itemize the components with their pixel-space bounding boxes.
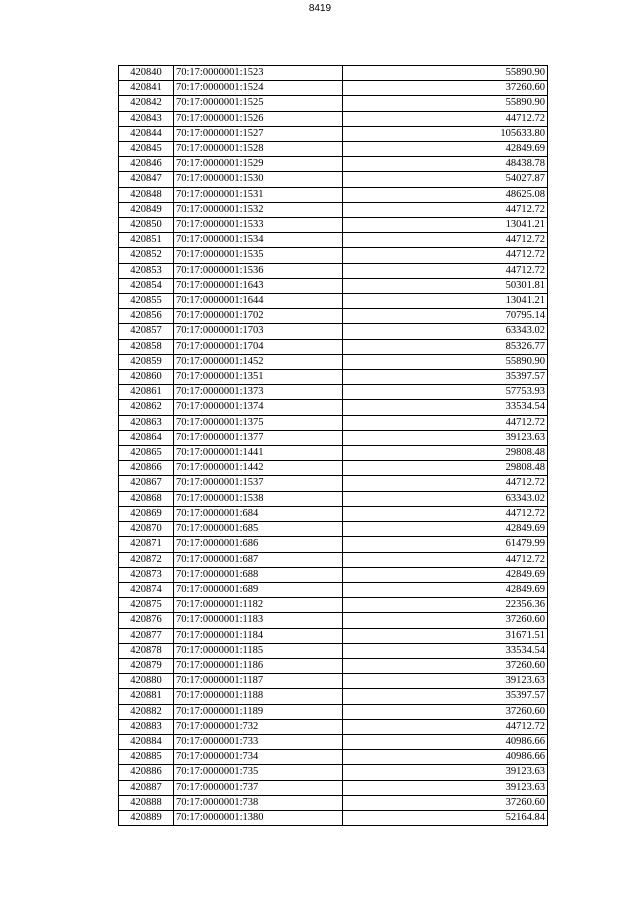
value-cell: 85326.77 bbox=[343, 339, 548, 354]
table-row bbox=[119, 248, 548, 263]
cadastral-number-cell: 70:17:0000001:685 bbox=[174, 522, 343, 537]
row-number-cell: 420855 bbox=[119, 294, 174, 309]
row-number-cell: 420885 bbox=[119, 750, 174, 765]
row-number-cell: 420878 bbox=[119, 643, 174, 658]
value-cell: 37260.60 bbox=[343, 613, 548, 628]
table-row bbox=[119, 415, 548, 430]
row-number-cell: 420881 bbox=[119, 689, 174, 704]
table-row bbox=[119, 278, 548, 293]
table-row bbox=[119, 750, 548, 765]
row-number-cell: 420883 bbox=[119, 719, 174, 734]
cadastral-number-cell: 70:17:0000001:1186 bbox=[174, 658, 343, 673]
cadastral-number-cell: 70:17:0000001:735 bbox=[174, 765, 343, 780]
row-number-cell: 420877 bbox=[119, 628, 174, 643]
table-row bbox=[119, 506, 548, 521]
value-cell: 44712.72 bbox=[343, 719, 548, 734]
value-cell: 44712.72 bbox=[343, 415, 548, 430]
value-cell: 37260.60 bbox=[343, 795, 548, 810]
value-cell: 44712.72 bbox=[343, 233, 548, 248]
value-cell: 44712.72 bbox=[343, 202, 548, 217]
value-cell: 44712.72 bbox=[343, 552, 548, 567]
value-cell: 44712.72 bbox=[343, 263, 548, 278]
row-number-cell: 420849 bbox=[119, 202, 174, 217]
row-number-cell: 420845 bbox=[119, 142, 174, 157]
cadastral-value-table bbox=[118, 65, 548, 826]
table-body bbox=[119, 66, 548, 826]
table-row bbox=[119, 446, 548, 461]
row-number-cell: 420880 bbox=[119, 674, 174, 689]
row-number-cell: 420868 bbox=[119, 491, 174, 506]
row-number-cell: 420867 bbox=[119, 476, 174, 491]
table-row bbox=[119, 552, 548, 567]
cadastral-number-cell: 70:17:0000001:1351 bbox=[174, 370, 343, 385]
cadastral-number-cell: 70:17:0000001:1377 bbox=[174, 430, 343, 445]
value-cell: 37260.60 bbox=[343, 704, 548, 719]
value-cell: 54027.87 bbox=[343, 172, 548, 187]
value-cell: 40986.66 bbox=[343, 734, 548, 749]
row-number-cell: 420859 bbox=[119, 354, 174, 369]
table-row bbox=[119, 628, 548, 643]
table-row bbox=[119, 810, 548, 825]
table-row bbox=[119, 81, 548, 96]
table-row bbox=[119, 461, 548, 476]
value-cell: 105633.80 bbox=[343, 126, 548, 141]
table-row bbox=[119, 795, 548, 810]
value-cell: 35397.57 bbox=[343, 689, 548, 704]
table-row bbox=[119, 613, 548, 628]
table-row bbox=[119, 491, 548, 506]
table-row bbox=[119, 734, 548, 749]
value-cell: 22356.36 bbox=[343, 598, 548, 613]
cadastral-number-cell: 70:17:0000001:1528 bbox=[174, 142, 343, 157]
cadastral-number-cell: 70:17:0000001:688 bbox=[174, 567, 343, 582]
table-row bbox=[119, 218, 548, 233]
table-row bbox=[119, 476, 548, 491]
table-row bbox=[119, 643, 548, 658]
table-row bbox=[119, 202, 548, 217]
value-cell: 35397.57 bbox=[343, 370, 548, 385]
table-row bbox=[119, 187, 548, 202]
table-row bbox=[119, 658, 548, 673]
row-number-cell: 420884 bbox=[119, 734, 174, 749]
table-row bbox=[119, 522, 548, 537]
table-row bbox=[119, 66, 548, 81]
table-row bbox=[119, 537, 548, 552]
cadastral-number-cell: 70:17:0000001:1530 bbox=[174, 172, 343, 187]
cadastral-number-cell: 70:17:0000001:1534 bbox=[174, 233, 343, 248]
row-number-cell: 420879 bbox=[119, 658, 174, 673]
cadastral-number-cell: 70:17:0000001:1441 bbox=[174, 446, 343, 461]
row-number-cell: 420840 bbox=[119, 66, 174, 81]
row-number-cell: 420864 bbox=[119, 430, 174, 445]
cadastral-number-cell: 70:17:0000001:1704 bbox=[174, 339, 343, 354]
cadastral-number-cell: 70:17:0000001:732 bbox=[174, 719, 343, 734]
value-cell: 57753.93 bbox=[343, 385, 548, 400]
table-row bbox=[119, 704, 548, 719]
cadastral-number-cell: 70:17:0000001:1380 bbox=[174, 810, 343, 825]
cadastral-number-cell: 70:17:0000001:1538 bbox=[174, 491, 343, 506]
cadastral-number-cell: 70:17:0000001:1532 bbox=[174, 202, 343, 217]
cadastral-number-cell: 70:17:0000001:1537 bbox=[174, 476, 343, 491]
row-number-cell: 420870 bbox=[119, 522, 174, 537]
row-number-cell: 420857 bbox=[119, 324, 174, 339]
table-row bbox=[119, 309, 548, 324]
page-number: 8419 bbox=[308, 3, 332, 14]
value-cell: 42849.69 bbox=[343, 582, 548, 597]
row-number-cell: 420847 bbox=[119, 172, 174, 187]
value-cell: 61479.99 bbox=[343, 537, 548, 552]
cadastral-number-cell: 70:17:0000001:737 bbox=[174, 780, 343, 795]
table-row bbox=[119, 674, 548, 689]
value-cell: 63343.02 bbox=[343, 491, 548, 506]
table-row bbox=[119, 126, 548, 141]
row-number-cell: 420844 bbox=[119, 126, 174, 141]
row-number-cell: 420846 bbox=[119, 157, 174, 172]
value-cell: 13041.21 bbox=[343, 294, 548, 309]
row-number-cell: 420854 bbox=[119, 278, 174, 293]
row-number-cell: 420886 bbox=[119, 765, 174, 780]
cadastral-number-cell: 70:17:0000001:1525 bbox=[174, 96, 343, 111]
value-cell: 33534.54 bbox=[343, 643, 548, 658]
row-number-cell: 420869 bbox=[119, 506, 174, 521]
table-row bbox=[119, 111, 548, 126]
value-cell: 50301.81 bbox=[343, 278, 548, 293]
table-row bbox=[119, 430, 548, 445]
row-number-cell: 420882 bbox=[119, 704, 174, 719]
value-cell: 55890.90 bbox=[343, 96, 548, 111]
cadastral-number-cell: 70:17:0000001:1529 bbox=[174, 157, 343, 172]
row-number-cell: 420862 bbox=[119, 400, 174, 415]
cadastral-number-cell: 70:17:0000001:1524 bbox=[174, 81, 343, 96]
cadastral-number-cell: 70:17:0000001:1531 bbox=[174, 187, 343, 202]
cadastral-number-cell: 70:17:0000001:1373 bbox=[174, 385, 343, 400]
row-number-cell: 420876 bbox=[119, 613, 174, 628]
table-row bbox=[119, 354, 548, 369]
value-cell: 37260.60 bbox=[343, 658, 548, 673]
row-number-cell: 420875 bbox=[119, 598, 174, 613]
cadastral-number-cell: 70:17:0000001:1375 bbox=[174, 415, 343, 430]
row-number-cell: 420841 bbox=[119, 81, 174, 96]
row-number-cell: 420842 bbox=[119, 96, 174, 111]
cadastral-number-cell: 70:17:0000001:1644 bbox=[174, 294, 343, 309]
row-number-cell: 420873 bbox=[119, 567, 174, 582]
table-row bbox=[119, 233, 548, 248]
cadastral-number-cell: 70:17:0000001:684 bbox=[174, 506, 343, 521]
cadastral-number-cell: 70:17:0000001:738 bbox=[174, 795, 343, 810]
row-number-cell: 420853 bbox=[119, 263, 174, 278]
table-row bbox=[119, 689, 548, 704]
value-cell: 13041.21 bbox=[343, 218, 548, 233]
row-number-cell: 420872 bbox=[119, 552, 174, 567]
value-cell: 48438.78 bbox=[343, 157, 548, 172]
value-cell: 39123.63 bbox=[343, 780, 548, 795]
cadastral-number-cell: 70:17:0000001:1452 bbox=[174, 354, 343, 369]
value-cell: 63343.02 bbox=[343, 324, 548, 339]
cadastral-number-cell: 70:17:0000001:689 bbox=[174, 582, 343, 597]
table-row bbox=[119, 96, 548, 111]
table-row bbox=[119, 567, 548, 582]
row-number-cell: 420888 bbox=[119, 795, 174, 810]
row-number-cell: 420858 bbox=[119, 339, 174, 354]
cadastral-number-cell: 70:17:0000001:1523 bbox=[174, 66, 343, 81]
cadastral-number-cell: 70:17:0000001:1188 bbox=[174, 689, 343, 704]
value-cell: 44712.72 bbox=[343, 506, 548, 521]
table-row bbox=[119, 370, 548, 385]
value-cell: 39123.63 bbox=[343, 430, 548, 445]
table-row bbox=[119, 339, 548, 354]
value-cell: 55890.90 bbox=[343, 66, 548, 81]
cadastral-number-cell: 70:17:0000001:1535 bbox=[174, 248, 343, 263]
cadastral-number-cell: 70:17:0000001:1189 bbox=[174, 704, 343, 719]
value-cell: 44712.72 bbox=[343, 111, 548, 126]
table-row bbox=[119, 400, 548, 415]
row-number-cell: 420866 bbox=[119, 461, 174, 476]
value-cell: 40986.66 bbox=[343, 750, 548, 765]
cadastral-number-cell: 70:17:0000001:1703 bbox=[174, 324, 343, 339]
cadastral-number-cell: 70:17:0000001:686 bbox=[174, 537, 343, 552]
value-cell: 44712.72 bbox=[343, 248, 548, 263]
row-number-cell: 420843 bbox=[119, 111, 174, 126]
table-row bbox=[119, 582, 548, 597]
table-row bbox=[119, 142, 548, 157]
table-row bbox=[119, 294, 548, 309]
row-number-cell: 420856 bbox=[119, 309, 174, 324]
row-number-cell: 420850 bbox=[119, 218, 174, 233]
cadastral-number-cell: 70:17:0000001:1182 bbox=[174, 598, 343, 613]
value-cell: 42849.69 bbox=[343, 567, 548, 582]
value-cell: 39123.63 bbox=[343, 765, 548, 780]
row-number-cell: 420887 bbox=[119, 780, 174, 795]
cadastral-number-cell: 70:17:0000001:1536 bbox=[174, 263, 343, 278]
cadastral-number-cell: 70:17:0000001:1185 bbox=[174, 643, 343, 658]
value-cell: 29808.48 bbox=[343, 446, 548, 461]
value-cell: 29808.48 bbox=[343, 461, 548, 476]
row-number-cell: 420848 bbox=[119, 187, 174, 202]
row-number-cell: 420861 bbox=[119, 385, 174, 400]
cadastral-number-cell: 70:17:0000001:1187 bbox=[174, 674, 343, 689]
cadastral-number-cell: 70:17:0000001:1374 bbox=[174, 400, 343, 415]
cadastral-number-cell: 70:17:0000001:1184 bbox=[174, 628, 343, 643]
value-cell: 52164.84 bbox=[343, 810, 548, 825]
row-number-cell: 420865 bbox=[119, 446, 174, 461]
value-cell: 37260.60 bbox=[343, 81, 548, 96]
cadastral-number-cell: 70:17:0000001:1643 bbox=[174, 278, 343, 293]
row-number-cell: 420860 bbox=[119, 370, 174, 385]
table-row bbox=[119, 157, 548, 172]
table-row bbox=[119, 385, 548, 400]
row-number-cell: 420852 bbox=[119, 248, 174, 263]
value-cell: 42849.69 bbox=[343, 522, 548, 537]
value-cell: 44712.72 bbox=[343, 476, 548, 491]
table-row bbox=[119, 780, 548, 795]
row-number-cell: 420863 bbox=[119, 415, 174, 430]
table-row bbox=[119, 719, 548, 734]
cadastral-number-cell: 70:17:0000001:687 bbox=[174, 552, 343, 567]
table-row bbox=[119, 324, 548, 339]
cadastral-number-cell: 70:17:0000001:733 bbox=[174, 734, 343, 749]
value-cell: 48625.08 bbox=[343, 187, 548, 202]
cadastral-number-cell: 70:17:0000001:1442 bbox=[174, 461, 343, 476]
value-cell: 55890.90 bbox=[343, 354, 548, 369]
value-cell: 33534.54 bbox=[343, 400, 548, 415]
table-row bbox=[119, 598, 548, 613]
table-row bbox=[119, 765, 548, 780]
value-cell: 70795.14 bbox=[343, 309, 548, 324]
table-row bbox=[119, 172, 548, 187]
cadastral-number-cell: 70:17:0000001:734 bbox=[174, 750, 343, 765]
value-cell: 39123.63 bbox=[343, 674, 548, 689]
cadastral-number-cell: 70:17:0000001:1526 bbox=[174, 111, 343, 126]
cadastral-number-cell: 70:17:0000001:1183 bbox=[174, 613, 343, 628]
row-number-cell: 420871 bbox=[119, 537, 174, 552]
cadastral-number-cell: 70:17:0000001:1702 bbox=[174, 309, 343, 324]
cadastral-number-cell: 70:17:0000001:1533 bbox=[174, 218, 343, 233]
cadastral-number-cell: 70:17:0000001:1527 bbox=[174, 126, 343, 141]
value-cell: 42849.69 bbox=[343, 142, 548, 157]
row-number-cell: 420874 bbox=[119, 582, 174, 597]
value-cell: 31671.51 bbox=[343, 628, 548, 643]
row-number-cell: 420851 bbox=[119, 233, 174, 248]
row-number-cell: 420889 bbox=[119, 810, 174, 825]
table-row bbox=[119, 263, 548, 278]
